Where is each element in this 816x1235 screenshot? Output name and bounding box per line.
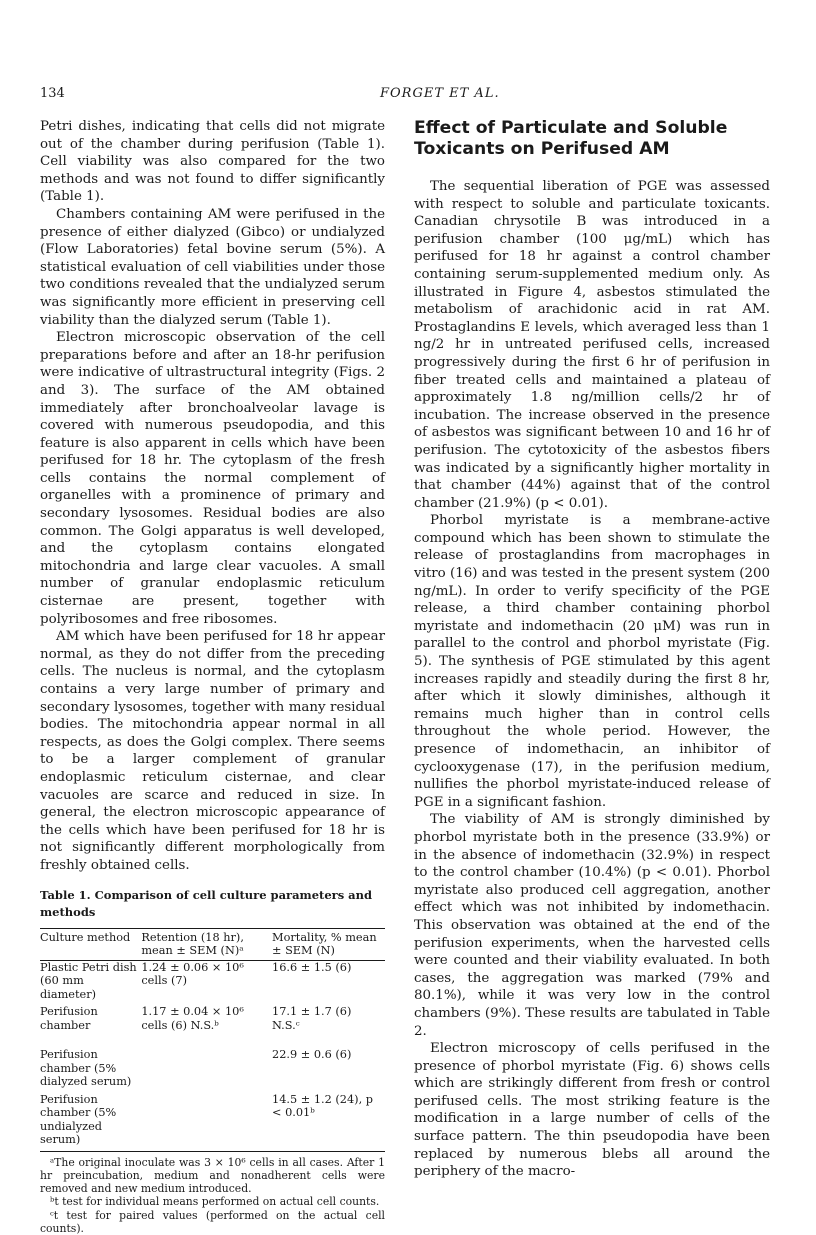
table-cell: Perifusion chamber (5% dialyzed serum)	[40, 1048, 132, 1089]
paragraph: AM which have been perifused for 18 hr appear normal, as they do not differ from the preceding cells. The nucleus is normal, and the cytoplasm contains a very large number of primary and secondary lysosomes, together with many residual bodies. The mitochondria appear normal in all respects, as does the Golgi complex. There seems to be a larger complement of granular endoplasmic reticulum cisternae, and clear vacuoles are scarce and reduced in size. In general, the electron microscopic appearance of the cells which have been perifused for 18 hr is not significantly different morphologically from freshly obtained cells.	[40, 629, 385, 873]
paragraph: Electron microscopy of cells perifused in the presence of phorbol myristate (Fig. 6) shows cells which are strikingly different from fresh or control perifused cells. The most striking feature is the modification in a large number of cells of the surface pattern. The thin pseudopodia have been replaced by numerous blebs all around the periphery of the macro-	[414, 1041, 770, 1180]
table-row	[40, 960, 385, 1005]
table-cell	[141, 1093, 272, 1152]
page-number: 134	[40, 86, 65, 101]
paragraph: Petri dishes, indicating that cells did not migrate out of the chamber during perifusion (Table 1). Cell viability was also compared for the two methods and was not found to differ significantly (Table 1).	[40, 119, 385, 205]
table-cell: Perifusion chamber (5% undialyzed serum)	[40, 1093, 141, 1152]
table-row	[40, 1093, 385, 1152]
running-head: FORGET ET AL.	[380, 86, 500, 101]
paragraph: The sequential liberation of PGE was assessed with respect to soluble and particulate toxicants. Canadian chrysotile B was introduced in a perifusion chamber (100 μg/mL) which has perifused for 18 hr against a control chamber containing serum-supplemented medium only. As illustrated in Figure 4, asbestos stimulated the metabolism of arachidonic acid in rat AM. Prostaglandins E levels, which averaged less than 1 ng/2 hr in untreated perifused cells, increased progressively during the first 6 hr of perifusion in fiber treated cells and maintained a plateau of approximately 1.8 ng/million cells/2 hr of incubation. The increase observed in the presence of asbestos was significant between 10 and 16 hr of perifusion. The cytotoxicity of the asbestos fibers was indicated by a significantly higher mortality in that chamber (44%) against that of the control chamber (21.9%) (p < 0.01).	[414, 179, 770, 511]
column-header-mortality: Mortality, % mean ± SEM (N)	[272, 928, 385, 960]
left-column	[40, 118, 385, 1235]
table-cell: 1.24 ± 0.06 × 10⁶ cells (7)	[141, 960, 244, 988]
footnote: ᶜt test for paired values (performed on the actual cell counts).	[40, 1208, 385, 1235]
paragraph: Electron microscopic observation of the cell preparations before and after an 18-hr perifusion were indicative of ultrastructural integrity (Figs. 2 and 3). The surface of the AM obtained immediately after bronchoalveolar lavage is covered with numerous pseudopodia, and this feature is also apparent in cells which have been perifused for 18 hr. The cytoplasm of the fresh cells contains the normal complement of organelles with a prominence of primary and secondary lysosomes. Residual bodies are also common. The Golgi apparatus is well developed, and the cytoplasm contains elongated mitochondria and large clear vacuoles. A small number of granular endoplasmic reticulum cisternae are present, together with polyribosomes and free ribosomes.	[40, 330, 385, 627]
table-row	[40, 1048, 385, 1093]
paragraph: The viability of AM is strongly diminished by phorbol myristate both in the presence (33.9%) or in the absence of indomethacin (32.9%) in respect to the control chamber (10.4%) (p < 0.01). Phorbol myristate also produced cell aggregation, another effect which was not inhibited by indomethacin. This observation was obtained at the end of the perifusion experiments, when the harvested cells were counted and their viability evaluated. In both cases, the aggregation was marked (79% and 80.1%), while it was very low in the control chambers (9%). These results are tabulated in Table 2.	[414, 812, 770, 1039]
paragraph: Phorbol myristate is a membrane-active compound which has been shown to stimulate the release of prostaglandins from macrophages in vitro (16) and was tested in the present system (200 ng/mL). In order to verify specificity of the PGE release, a third chamber containing phorbol myristate and indomethacin (20 μM) was run in parallel to the control and phorbol myristate (Fig. 5). The synthesis of PGE stimulated by this agent increases rapidly and steadily during the first 8 hr, after which it slowly diminishes, although it remains much higher than in control cells throughout the whole period. However, the presence of indomethacin, an inhibitor of cyclooxygenase (17), in the perifusion medium, nullifies the phorbol myristate-induced release of PGE in a significant fashion.	[414, 513, 770, 810]
table-cell: 16.6 ± 1.5 (6)	[272, 960, 352, 974]
table-row	[40, 1005, 385, 1036]
table-cell: 14.5 ± 1.2 (24), p < 0.01ᵇ	[272, 1093, 385, 1152]
section-heading: Effect of Particulate and Soluble Toxicants on Perifused AM	[414, 118, 728, 159]
footnote: ᵃThe original inoculate was 3 × 10⁶ cells in all cases. After 1 hr preincubation, medium and nonadherent cells were removed and new medium introduced.	[40, 1155, 385, 1196]
table-footnotes	[40, 1156, 385, 1235]
page-header	[40, 86, 778, 106]
table-caption: Table 1. Comparison of cell culture parameters and methods	[40, 887, 373, 920]
footnote: ᵇt test for individual means performed on actual cell counts.	[50, 1195, 380, 1209]
table-cell: 17.1 ± 1.7 (6) N.S.ᶜ	[272, 1005, 352, 1032]
column-header-method: Culture method	[40, 928, 141, 960]
table-cell: Plastic Petri dish (60 mm diameter)	[40, 960, 137, 1001]
paragraph: Chambers containing AM were perifused in the presence of either dialyzed (Gibco) or undialyzed (Flow Laboratories) fetal bovine serum (5%). A statistical evaluation of cell viabilities under those two conditions revealed that the undialyzed serum was significantly more efficient in preserving cell viability than the dialyzed serum (Table 1).	[40, 206, 385, 328]
table-cell: Perifusion chamber	[40, 1005, 98, 1032]
column-header-retention: Retention (18 hr), mean ± SEM (N)ᵃ	[141, 928, 272, 960]
table-spacer	[40, 1036, 385, 1048]
table-cell: 22.9 ± 0.6 (6)	[272, 1048, 352, 1062]
data-table	[40, 928, 385, 1152]
right-column	[414, 118, 770, 1181]
table-cell	[141, 1048, 272, 1093]
table-cell: 1.17 ± 0.04 × 10⁶ cells (6) N.S.ᵇ	[141, 1005, 244, 1032]
